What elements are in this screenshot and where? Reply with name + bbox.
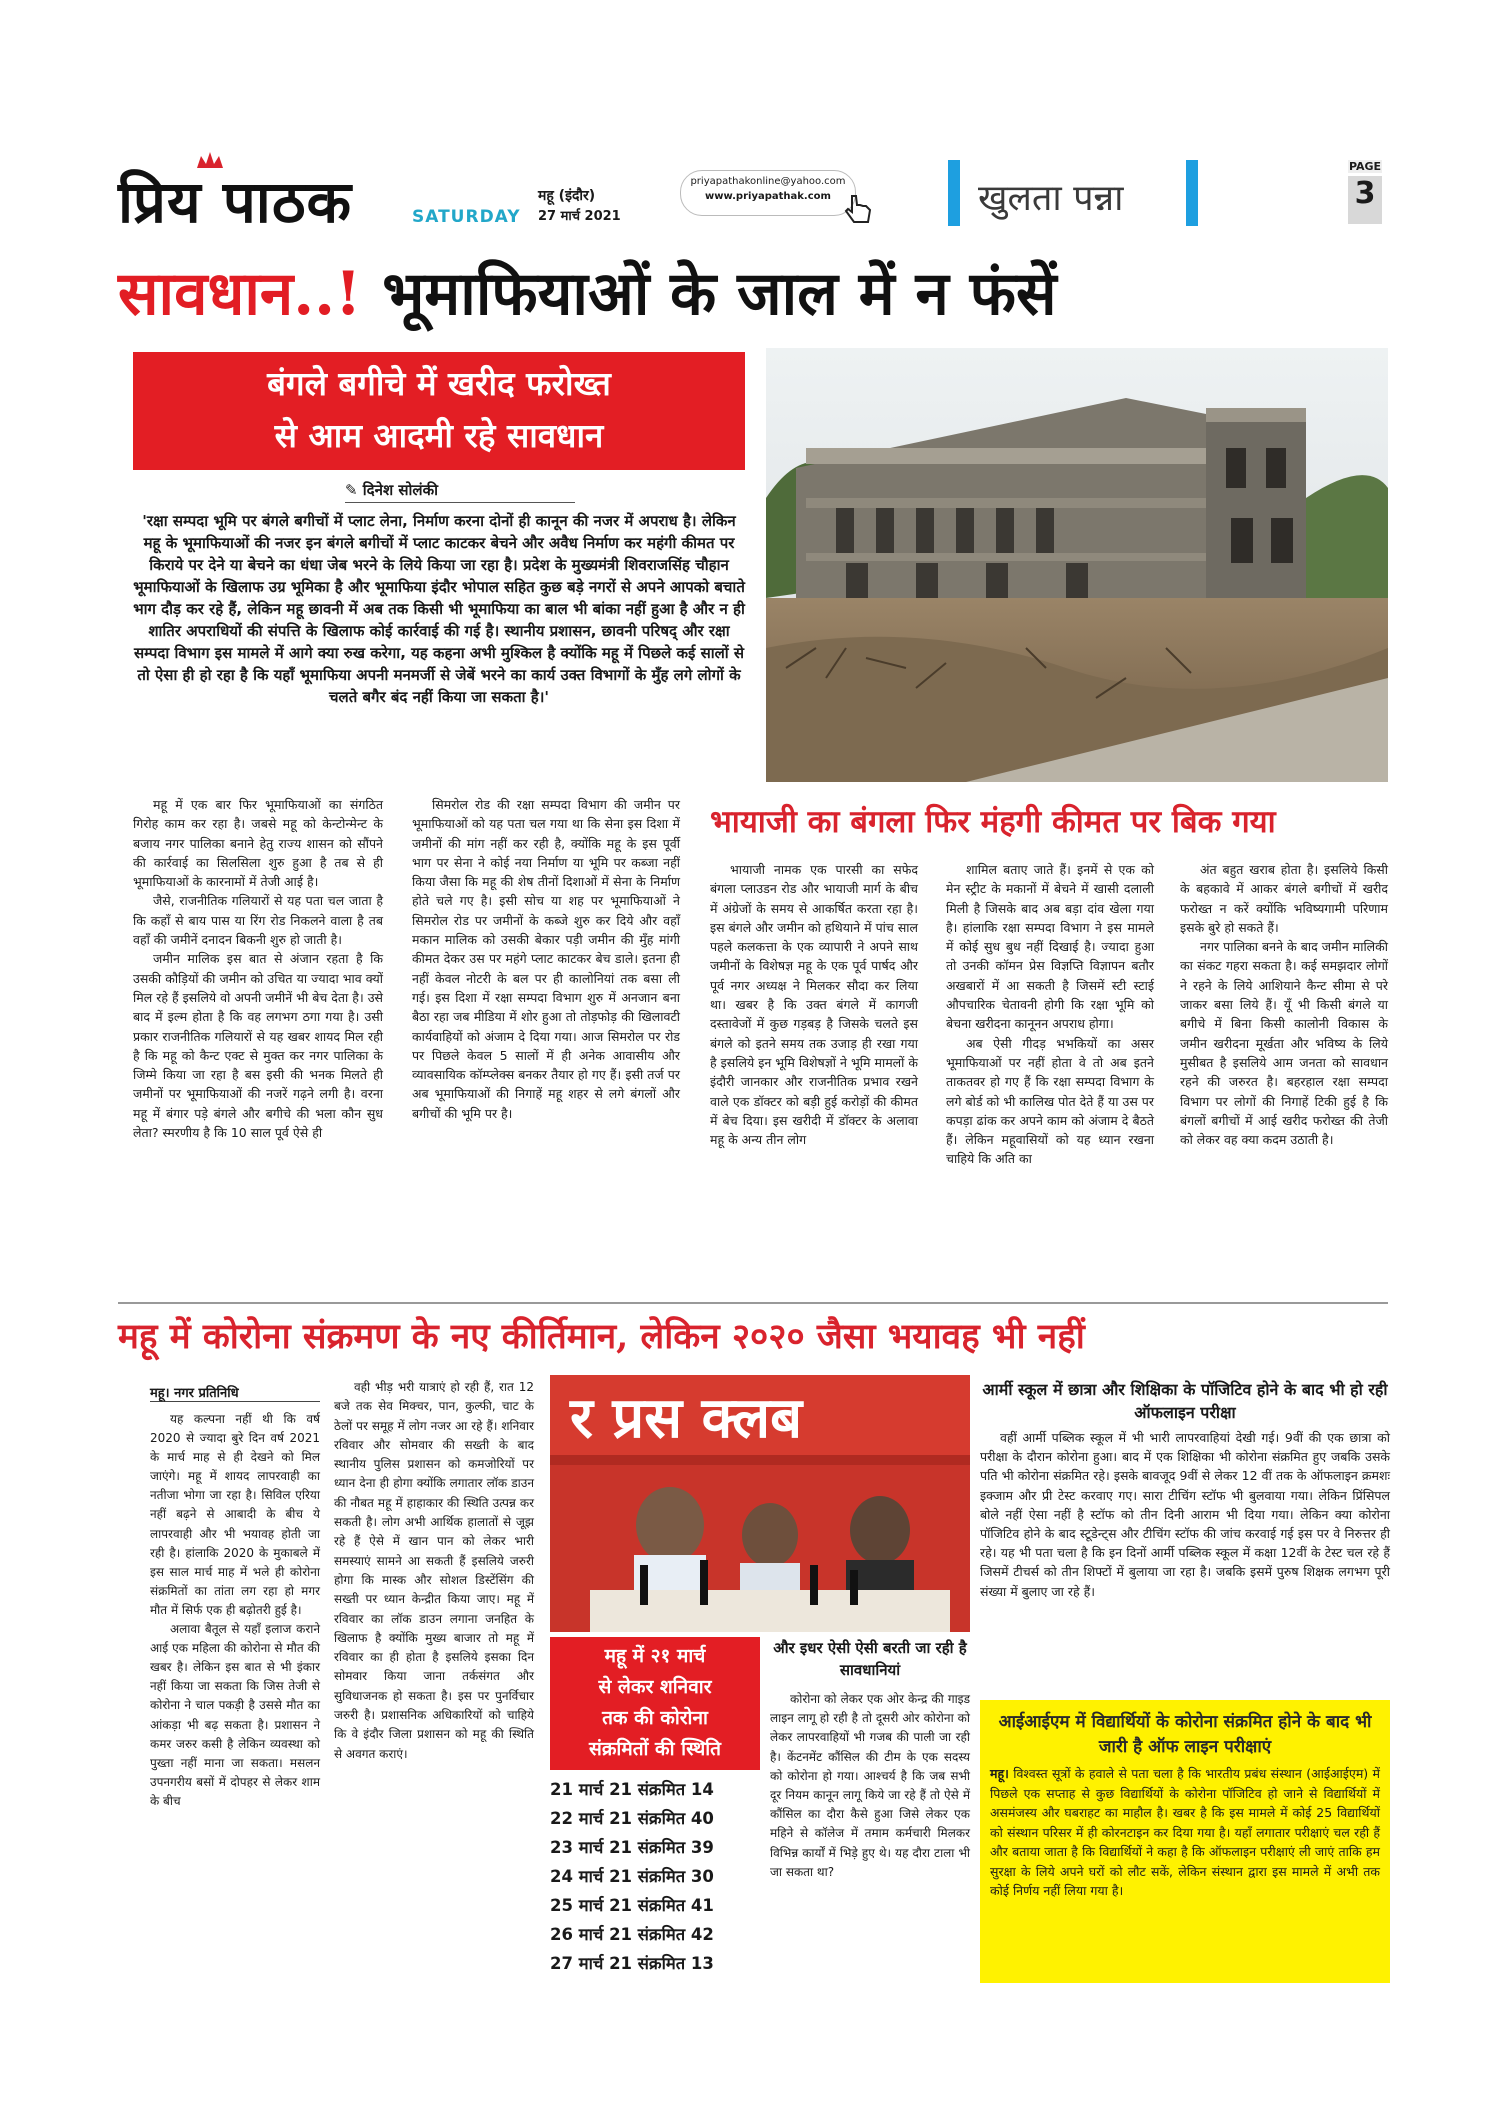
page-number: 3 [1348,176,1382,224]
section-title-box [948,160,1198,226]
old-bungalow-photo [766,348,1388,782]
stats-list [550,1775,760,1978]
pen-icon: ✎ [345,481,363,499]
army-school-body: वहीं आर्मी पब्लिक स्कूल में भी भारी लापरवाहियां देखी गई। 9वीं की एक छात्रा को परीक्षा के दौरान कोरोना हुआ। बाद में एक शिक्षिका भी कोरोना संक्रमित हुए जबकि उसके पति भी कोरोना संक्रमित रहे। इसके बावजूद 9वीं से लेकर 12 वीं तक के ऑफलाइन क्रमशः इक्जाम और प्री टेस्ट करवाए गए। सारा टीचिंग स्टॉफ भी बुलवाया गया। लेकिन प्रिंसिपल बोले नहीं ऐसा नहीं है स्टॉफ को तीन दिनी आराम भी दिया गया। लेकिन क्या कोरोना पॉजिटिव होने के बाद स्टूडेन्ट्स और टीचिंग स्टॉफ की जांच करवाई गई इस पर वे निरुत्तर ही रहे। यह भी पता चला है कि इन दिनों आर्मी पब्लिक स्कूल में कक्षा 12वीं के टेस्ट चल रहे हैं जिसमें टीचर्स को तीन शिफ्टों में बुलाया जा रहा है। जबकि इसमें पुरुष शिक्षक लगभग पूरी संख्या में बुलाए जा रहे हैं। [980,1430,1390,1599]
lead-col-1: महू में एक बार फिर भूमाफियाओं का संगठित गिरोह काम कर रहा है। जबसे महू को केन्टोन्मेन्ट के बजाय नगर पालिका बनाने हेतु राज्य शासन को सौंपने की कार्रवाई का सिलसिला शुरु हुआ है तब से ही भूमाफियाओं के कारनामों में तेजी आई है। जैसे, राजनीतिक गलियारों से यह पता चल जाता है कि कहाँ से बाय पास या रिंग रोड निकलने वाला है तब वहाँ की जमीनें दनादन बिकनी शुरु हो जाती है। जमीन मालिक इस बात से अंजान रहता है कि उसकी कौड़ियों की जमीन को उचित या ज्यादा भाव क्यों मिल रहे हैं इसलिये वो अपनी जमीनें भी बेच देता है। उसे बाद में इल्म होता है कि वह लगभग ठगा गया है। उसी प्रकार राजनीतिक गलियारों से यह खबर शायद मिल रही है कि महू को कैन्ट एक्ट से मुक्त कर नगर पालिका के जिम्मे किया जा रहा है बस इसी की भनक मिलते ही जमीनों पर भूमाफियाओं की नजरें गढ़ने लगी है। वरना महू में बंगार पड़े बंगले और बगीचे की भला कौन सुध लेता? स्मरणीय है कि 10 साल पूर्व ऐसे ही [133,797,383,1141]
stats-row: 26 मार्च 21 संक्रमित 42 [550,1925,714,1944]
main-headline-red: सावधान..! [118,259,362,329]
bhayaji-col-2: शामिल बताए जाते हैं। इनमें से एक को मेन स्ट्रीट के मकानों में बेचने में खासी दलाली मिली है जिसके बाद अब बड़ा दांव खेला गया है। हांलाकि रक्षा सम्पदा विभाग ने इस मामले में कोई सुध बुध नहीं दिखाई है। ज्यादा हुआ तो उनकी कॉमन प्रेस विज्ञप्ति विज्ञापन बतौर अखबारों में आ सकती है जिसमें स्टी स्टाई औपचारिक चेतावनी होगी कि रक्षा भूमि को बेचना खरीदना कानूनन अपराध होगा। अब ऐसी गीदड़ भभकियों का असर भूमाफियाओं पर नहीं होता वे तो अब इतने ताकतवर हो गए हैं कि रक्षा सम्पदा विभाग के लगे बोर्ड को भी कालिख पोत देते हैं या उस पर कपड़ा ढांक कर अपने काम को अंजाम दे बैठते हैं। लेकिन महूवासियों को यह ध्यान रखना चाहिये कि अति का [946,862,1154,1167]
byline-name: दिनेश सोलंकी [362,481,438,499]
stats-row: 25 मार्च 21 संक्रमित 41 [550,1896,714,1915]
lead-col-2: सिमरोल रोड की रक्षा सम्पदा विभाग की जमीन पर भूमाफियाओं को यह पता चल गया था कि सेना इस दिशा में जमीनों की मांग नहीं कर रही है, क्योंकि महू के इस पूर्वी भाग पर सेना ने कोई नया निर्माण या भूमि पर कब्जा नहीं किया जैसा कि महू की शेष तीनों दिशाओं में सेना के निर्माण होते चले गए है। इसी सोच या शह पर भूमाफियाओं ने सिमरोल रोड पर जमीनों के कब्जे शुरु कर दिये और वहाँ मकान मालिक को उसकी बेकार पड़ी जमीन की मुँह मांगी कीमत देकर उस पर महंगे प्लाट काटकर बेच डाले। इतना ही नहीं केवल नोटरी के बल पर ही कालोनियां तक बसा ली गई। इस दिशा में रक्षा सम्पदा विभाग शुरु में अनजान बना बैठा रहा जब मीडिया में शोर हुआ तो तोड़फोड़ की खिलावटी कार्यवाहियों को अंजाम दे दिया गया। आज सिमरोल पर रोड पर पिछले केवल 5 सालों में ही अनेक आवासीय और व्यावसायिक कॉम्प्लेक्स बनकर तैयार हो गए हैं। इसी तर्ज पर अब भूमाफियाओं की निगाहें महू शहर से लगे बंगलों और बगीचों की भूमि पर है। [412,797,680,1121]
bhayaji-headline: भायाजी का बंगला फिर मंहगी कीमत पर बिक गया [710,804,1276,840]
stats-row: 23 मार्च 21 संक्रमित 39 [550,1838,714,1857]
contact-website[interactable]: www.priyapathak.com [705,191,831,202]
stats-row: 24 मार्च 21 संक्रमित 30 [550,1867,714,1886]
corona-dateline: महू। नगर प्रतिनिधि [150,1383,320,1402]
byline [345,480,575,503]
photo-banner-text: र प्रस क्लब [570,1386,803,1451]
iim-headline: आईआईएम में विद्यार्थियों के कोरोना संक्रमित होने के बाद भी जारी है ऑफ लाइन परीक्षाएं [998,1712,1372,1757]
lead-red-headline-line2: से आम आदमी रहे सावधान [274,416,604,455]
corona-col-2: वही भीड़ भरी यात्राएं हो रही हैं, रात 12 बजे तक सेव मिक्चर, पान, कुल्फी, चाट के ठेलों पर समूह में लोग नजर आ रहे हैं। शनिवार रविवार और सोमवार की सख्ती के बाद स्थानीय पुलिस प्रशासन को कमजोरियों पर ध्यान देना ही होगा क्योंकि लगातार लॉक डाउन की नौबत महू में हाहाकार की स्थिति उत्पन्न कर सकती है। लोग अभी आर्थिक हालातों से जूझ रहे हैं ऐसे में खान पान को लेकर भारी समस्याएं सामने आ सकती हैं इसलिये जरुरी होगा कि मास्क और सोशल डिस्टेंसिंग की सख्ती पर ध्यान केन्द्रीत किया जाए। महू में रविवार का लॉक डाउन लगाना जनहित के खिलाफ है क्योंकि मुख्य बाजार तो महू में रविवार का ही होता है इसलिये इसका दिन सोमवार किया जाना तर्कसंगत और सुविधाजनक हो सकता है। इस पर पुनर्विचार जरुरी है। प्रशासनिक अधिकारियों को चाहिये कि वे इंदौर जिला प्रशासन को महू की स्थिति से अवगत कराएं। [334,1380,534,1761]
iim-body: महू। विश्वस्त सूत्रों के हवाले से पता चला है कि भारतीय प्रबंध संस्थान (आईआईएम) में पिछले एक सप्ताह से कुछ विद्यार्थियों के कोरोना पॉजिटिव हो जाने से विद्यार्थियों में असमंजस्य और घबराहट का माहौल है। खबर है कि इस मामले में कोई 25 विद्यार्थियों को संस्थान परिसर में ही कोरनटाइन कर दिया गया है। यहाँ लगातार परीक्षाएं चल रही हैं और बताया जाता है कि विद्यार्थियों ने कहा है कि ऑफलाइन परीक्षाएं ली जाएं ताकि हम सुरक्षा के लिये अपने घरों को लौट सकें, लेकिन संस्थान द्वारा इस मामले में अभी तक कोई निर्णय नहीं लिया गया है। [990,1766,1380,1898]
pointing-hand-icon [842,192,876,226]
iim-story-box [980,1700,1390,1983]
section-divider [118,1302,1388,1304]
masthead-date: 27 मार्च 2021 [538,209,621,224]
contact-box [680,170,856,216]
main-headline [118,250,1388,332]
bracket-left-icon [948,160,960,226]
bhayaji-col-3: अंत बहुत खराब होता है। इसलिये किसी के बहकावे में आकर बंगले बगीचों में खरीद फरोख्त न करें क्योंकि भविष्यगामी परिणाम इसके बुरे हो सकते हैं। नगर पालिका बनने के बाद जमीन मालिकी का संकट गहरा सकता है। कई समझदार लोगों ने रहने के लिये आशियाने कैन्ट सीमा से परे जाकर बसा लिये हैं। यूँ भी किसी बंगले या बगीचे में बिना किसी कालोनी विकास के जमीन खरीदना मूर्खता और भविष्य के लिये मुसीबत है इसलिये आम जनता को सावधान रहने की जरुरत है। बहरहाल रक्षा सम्पदा विभाग पर लोगों की निगाहें टिकी हुई है कि बंगलों बगीचों में आई खरीद फरोख्त की तेजी को लेकर वह क्या कदम उठाती है। [1180,862,1388,1148]
lead-red-headline-line1: बंगले बगीचे में खरीद फरोख्त [267,364,611,403]
main-headline-black: भूमाफियाओं के जाल में न फंसें [361,259,1057,329]
stats-row: 22 मार्च 21 संक्रमित 40 [550,1809,714,1828]
stats-row: 27 मार्च 21 संक्रमित 13 [550,1954,714,1973]
army-school-headline: आर्मी स्कूल में छात्रा और शिक्षिका के पॉजिटिव होने के बाद भी हो रही ऑफलाइन परीक्षा [982,1380,1388,1422]
corona-headline: महू में कोरोना संक्रमण के नए कीर्तिमान, लेकिन २०२० जैसा भयावह भी नहीं [118,1316,1085,1357]
lead-red-headline [133,352,745,470]
precautions-headline: और इधर ऐसी ऐसी बरती जा रही है सावधानियां [773,1639,967,1679]
contact-email[interactable]: priyapathakonline@yahoo.com [690,176,846,187]
masthead-place: महू (इंदौर) [538,188,596,204]
masthead-logo: प्रिय पाठक [118,168,353,236]
precautions-body: कोरोना को लेकर एक ओर केन्द्र की गाइड लाइन लागू हो रही है तो दूसरी ओर कोरोना को लेकर लापरवाहियों भी गजब की पाली जा रही है। केंटनमेंट कौंसिल की टीम के एक सदस्य को कोरोना हो गया। आश्चर्य है कि जब सभी दूर नियम कानून लागू किये जा रहे हैं तो ऐसे में कौंसिल का दौरा कैसे हुआ जिसे लेकर एक महिने से कॉलेज में तमाम कर्मचारी मिलकर विभिन्न कार्यों में भिड़े हुए थे। यह दौरा टाला भी जा सकता था? [770,1692,970,1879]
stats-title-box: महू में २१ मार्च से लेकर शनिवार तक की कोरोना संक्रमितों की स्थिति [550,1637,760,1770]
press-conference-photo [550,1375,970,1632]
press-conference-photo-drawing [550,1375,970,1632]
corona-col-1: यह कल्पना नहीं थी कि वर्ष 2020 से ज्यादा बुरे दिन वर्ष 2021 के मार्च माह से ही देखने को मिल जाएंगे। महू में शायद लापरवाही का नतीजा भोगा जा रहा है। सिविल एरिया नहीं बढ़ने से आबादी के बीच ये लापरवाही और भी भयावह होती जा रही है। हांलाकि 2020 के मुकाबले में इस साल मार्च माह में भले ही कोरोना संक्रमितों का तांता लग रहा हो मगर मौत में सिर्फ एक ही बढ़ोतरी हुई है। अलावा बैतूल से यहाँ इलाज कराने आई एक महिला की कोरोना से मौत की खबर है। लेकिन इस बात से भी इंकार नहीं किया जा सकता कि जिस तेजी से कोरोना ने चाल पकड़ी है उससे मौत का आंकड़ा भी बढ़ सकता है। प्रशासन ने कमर जरुर कसी है लेकिन व्यवस्था को पुख्ता नहीं माना जा सकता। मसलन उपनगरीय बसों में दोपहर से लेकर शाम के बीच [150,1412,320,1808]
stats-row: 21 मार्च 21 संक्रमित 14 [550,1780,714,1799]
section-title: खुलता पन्ना [978,178,1124,219]
bracket-right-icon [1186,160,1198,226]
lead-intro: 'रक्षा सम्पदा भूमि पर बंगले बगीचों में प्लाट लेना, निर्माण करना दोनों ही कानून की नजर में अपराध है। लेकिन महू के भूमाफियाओं की नजर इन बंगले बगीचों में प्लाट काटकर बेचने और अवैध निर्माण कर महंगी कीमत पर किराये पर देने या बेचने का धंधा जेब भरने के लिये किया जा रहा है। प्रदेश के मुख्यमंत्री शिवराजसिंह चौहान भूमाफियाओं के खिलाफ उग्र भूमिका है और भूमाफिया इंदौर भोपाल सहित कुछ बड़े नगरों से अपने आपको बचाते भाग दौड़ कर रहे हैं, लेकिन महू छावनी में अब तक किसी भी भूमाफिया का बाल भी बांका नहीं हुआ है और न ही शातिर अपराधियों की संपत्ति के खिलाफ कोई कार्रवाई की गई है। स्थानीय प्रशासन, छावनी परिषद् और रक्षा सम्पदा विभाग इस मामले में आगे क्या रुख करेगा, यह कहना अभी मुश्किल है क्योंकि महू में पिछले कई सालों से तो ऐसा ही हो रहा है कि यहाँ भूमाफिया अपनी मनमर्जी से जेबें भरने का कार्य उक्त विभागों के मुँह लगे लोगों के चलते बगैर बंद नहीं किया जा सकता है।' [133,512,745,706]
bhayaji-col-1: भायाजी नामक एक पारसी का सफेद बंगला प्लाउडन रोड और भायाजी मार्ग के बीच में अंग्रेजों के समय से आकर्षित करता रहा है। इस बंगले और जमीन को हथियाने में पांच साल पहले कलकत्ता के एक व्यापारी ने अपने साथ जमीनों के विशेषज्ञ महू के एक पूर्व पार्षद और पूर्व नगर अध्यक्ष ने मिलकर सौदा कर लिया था। खबर है कि उक्त बंगले में कागजी दस्तावेजों में कुछ गड़बड़ है जिसके चलते इस बंगले को इतने समय तक उजाड़ ही रखा गया है इसलिये इन भूमि विशेषज्ञों ने भूमि मामलों के इंदौरी जानकार और राजनीतिक प्रभाव रखने वाले एक डॉक्टर को बड़ी हुई करोड़ों की कीमत में बेच दिया। इस खरीदी में डॉक्टर के अलावा महू के अन्य तीन लोग [710,862,918,1148]
masthead-day: SATURDAY [412,207,521,227]
page-label: PAGE [1348,160,1382,173]
